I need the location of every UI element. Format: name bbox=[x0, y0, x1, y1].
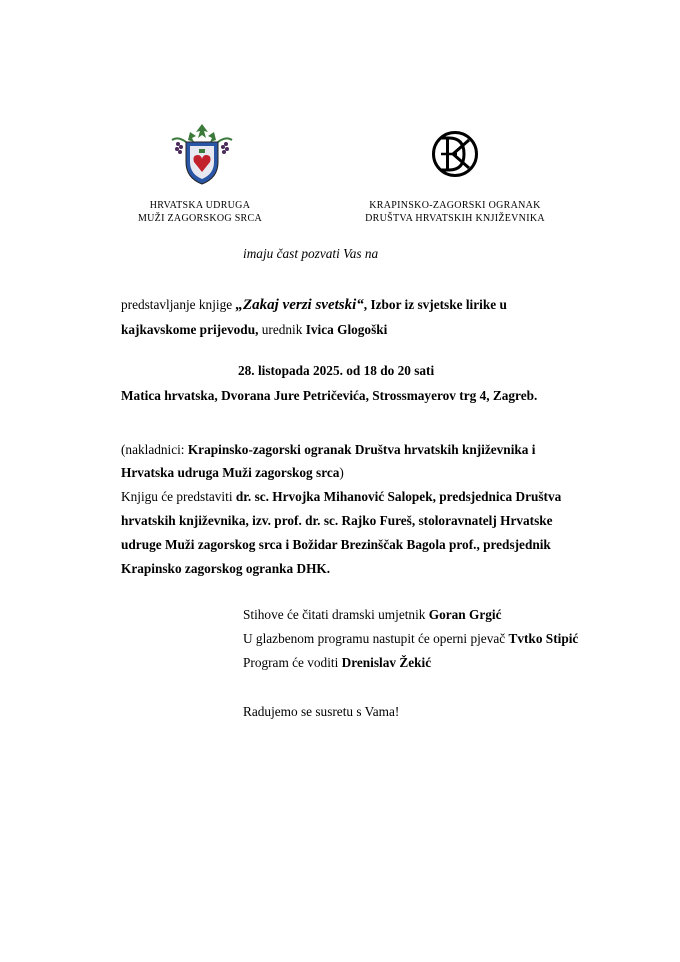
right-org-line1: KRAPINSKO-ZAGORSKI OGRANAK bbox=[369, 200, 541, 211]
left-org-line1: HRVATSKA UDRUGA bbox=[149, 200, 251, 211]
host-name: Drenislav Žekić bbox=[341, 655, 432, 670]
presenters-line-2 bbox=[121, 512, 553, 529]
publishers-line-1 bbox=[121, 441, 535, 458]
presentation-line-1 bbox=[121, 296, 507, 314]
presenters-text-2: hrvatskih književnika, izv. prof. dr. sc. Rajko Fureš, stoloravnatelj Hrvatske bbox=[121, 513, 553, 528]
event-date-text: 28. listopada 2025. od 18 do 20 sati bbox=[238, 363, 435, 378]
presenters-text-4: Krapinsko zagorskog ogranka DHK. bbox=[121, 561, 331, 576]
dhk-monogram-logo bbox=[431, 130, 479, 178]
presenters-text-3: udruge Muži zagorskog srca i Božidar Brezinščak Bagola prof., predsjednik bbox=[121, 537, 551, 552]
host-label: Program će voditi bbox=[243, 655, 342, 670]
event-venue bbox=[121, 387, 537, 404]
program-host bbox=[243, 654, 431, 671]
reader-label: Stihove će čitati dramski umjetnik bbox=[243, 607, 429, 622]
editor-label: urednik bbox=[258, 322, 306, 337]
publishers-names-2: Hrvatska udruga Muži zagorskog srca bbox=[121, 465, 340, 480]
singer-name: Tvtko Stipić bbox=[508, 631, 579, 646]
publishers-line-2 bbox=[121, 464, 344, 481]
presentation-prefix: predstavljanje knjige bbox=[121, 297, 236, 312]
presenters-line-3 bbox=[121, 536, 551, 553]
singer-label: U glazbenom programu nastupit će operni pjevač bbox=[243, 631, 509, 646]
reader-name: Goran Grgić bbox=[428, 607, 502, 622]
presenters-intro: Knjigu će predstaviti bbox=[121, 489, 236, 504]
closing-text: Radujemo se susretu s Vama! bbox=[243, 704, 400, 719]
event-date bbox=[238, 362, 434, 379]
presentation-line-2 bbox=[121, 321, 387, 338]
program-singer bbox=[243, 630, 578, 647]
presenters-text-1: dr. sc. Hrvojka Mihanović Salopek, predsjednica Društva bbox=[235, 489, 562, 504]
invite-line bbox=[243, 245, 378, 262]
presenters-line-4 bbox=[121, 560, 330, 577]
presentation-subtitle-end: kajkavskome prijevodu, bbox=[121, 322, 259, 337]
book-title: „Zakaj verzi svetski“ bbox=[235, 297, 364, 313]
presentation-suffix: , Izbor iz svjetske lirike u bbox=[363, 297, 507, 312]
invite-text: imaju čast pozvati Vas na bbox=[243, 246, 379, 261]
left-org-line2: MUŽI ZAGORSKOG SRCA bbox=[137, 213, 263, 224]
presenters-line-1 bbox=[121, 488, 561, 505]
left-org-name bbox=[120, 199, 280, 225]
publishers-close: ) bbox=[339, 465, 344, 480]
publishers-names-1: Krapinsko-zagorski ogranak Društva hrvatskih književnika i bbox=[187, 442, 536, 457]
editor-name: Ivica Glogoški bbox=[305, 322, 388, 337]
right-org-line2: DRUŠTVA HRVATSKIH KNJIŽEVNIKA bbox=[365, 213, 545, 224]
program-reader bbox=[243, 606, 502, 623]
coat-of-arms-logo bbox=[168, 122, 236, 188]
publishers-label: (nakladnici: bbox=[121, 442, 188, 457]
right-org-name bbox=[345, 199, 565, 225]
closing-line bbox=[243, 703, 399, 720]
event-venue-text: Matica hrvatska, Dvorana Jure Petričevića, Strossmayerov trg 4, Zagreb. bbox=[121, 388, 538, 403]
